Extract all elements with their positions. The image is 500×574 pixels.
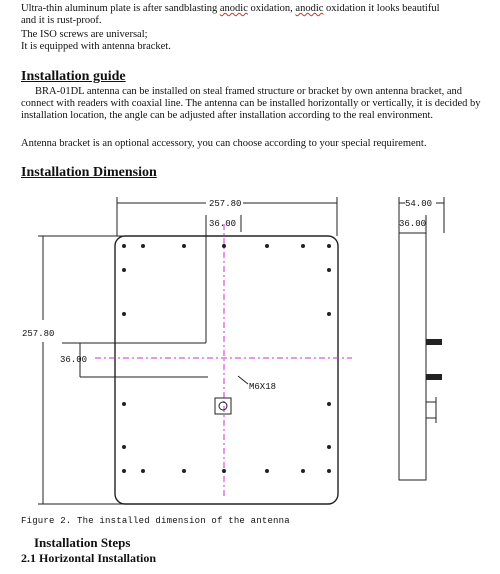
screw-hole xyxy=(122,244,126,248)
height-inner-label: 36.00 xyxy=(60,355,88,365)
screw-hole xyxy=(327,268,331,272)
screw-hole xyxy=(182,244,186,248)
screw-leader-line xyxy=(238,376,248,384)
screw-hole xyxy=(327,469,331,473)
screw-hole xyxy=(327,445,331,449)
screw-hole xyxy=(327,312,331,316)
intro-line-3: The ISO screws are universal; xyxy=(21,29,148,40)
screw-hole xyxy=(327,402,331,406)
installation-guide-body: BRA-01DL antenna can be installed on steal framed structure or bracket by own antenna bracket, and connect with readers with coaxial line. The antenna can be installed horizontally or vertically, it is decided by installation location, the angle can be adjusted after installation according to the real environment. xyxy=(21,86,481,121)
screw-hole xyxy=(122,312,126,316)
antenna-plate-outline xyxy=(115,236,338,504)
intro-text: oxidation it looks beautiful xyxy=(323,3,440,14)
screw-hole xyxy=(265,244,269,248)
intro-line-4: It is equipped with antenna bracket. xyxy=(21,41,171,52)
side-view-bracket xyxy=(426,339,442,345)
screw-hole xyxy=(265,469,269,473)
installation-dimension-heading: Installation Dimension xyxy=(21,165,157,180)
spellcheck-word: anodic xyxy=(219,3,248,14)
installation-guide-heading: Installation guide xyxy=(21,69,126,84)
depth-inner-label: 36.00 xyxy=(399,219,427,229)
side-view-body xyxy=(399,233,426,480)
screw-hole xyxy=(141,244,145,248)
horizontal-installation-subheading: 2.1 Horizontal Installation xyxy=(21,551,157,565)
screw-hole xyxy=(301,244,305,248)
intro-text: Ultra-thin aluminum plate is after sandblasting xyxy=(21,3,220,14)
screw-hole xyxy=(141,469,145,473)
antenna-dimension-drawing xyxy=(0,185,500,515)
installation-guide-bracket-note: Antenna bracket is an optional accessory, you can choose according to your special requirement. xyxy=(21,138,427,149)
screw-hole xyxy=(122,402,126,406)
screw-hole xyxy=(222,244,226,248)
screw-hole xyxy=(122,469,126,473)
intro-line-2: and it is rust-proof. xyxy=(21,15,102,26)
screw-hole xyxy=(301,469,305,473)
side-view-bracket xyxy=(426,374,442,380)
width-total-label: 257.80 xyxy=(209,199,242,209)
screw-hole xyxy=(182,469,186,473)
spellcheck-word: anodic xyxy=(295,3,324,14)
depth-total-label: 54.00 xyxy=(405,199,433,209)
screw-spec-label: M6X18 xyxy=(249,382,277,392)
figure-caption: Figure 2. The installed dimension of the antenna xyxy=(21,516,290,526)
screw-hole xyxy=(327,244,331,248)
height-total-label: 257.80 xyxy=(22,329,55,339)
intro-line-1 xyxy=(21,3,440,15)
installation-steps-heading: Installation Steps xyxy=(34,535,131,550)
side-view-connector xyxy=(426,402,436,418)
connector-circle xyxy=(219,402,227,410)
connector-square xyxy=(215,398,231,414)
screw-hole xyxy=(222,469,226,473)
screw-hole xyxy=(122,268,126,272)
width-inner-label: 36.00 xyxy=(209,219,237,229)
intro-text: oxidation, xyxy=(247,3,296,14)
screw-hole xyxy=(122,445,126,449)
